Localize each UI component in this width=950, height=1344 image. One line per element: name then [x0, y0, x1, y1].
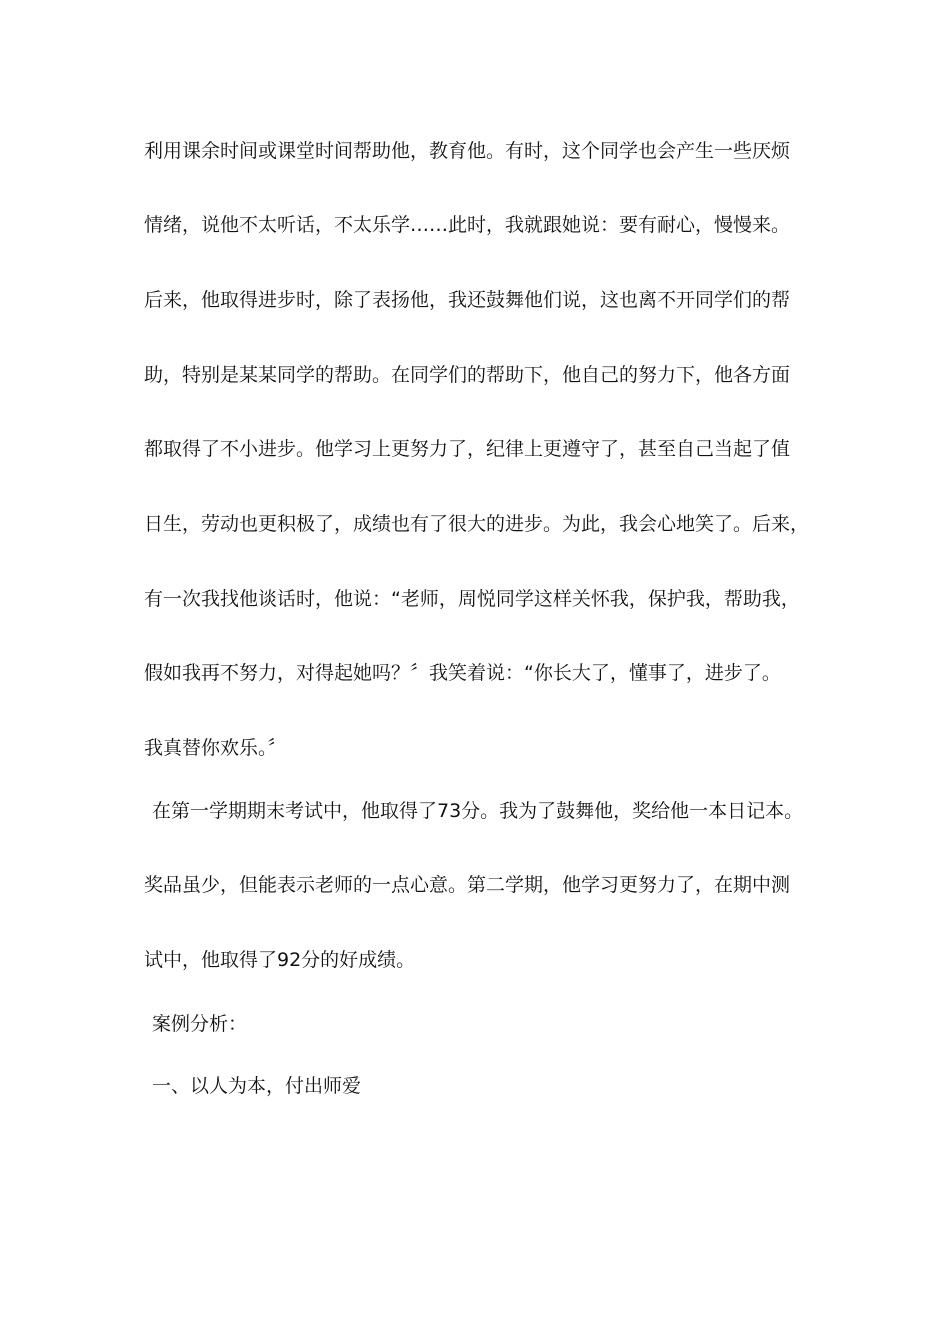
paragraph-line: 后来，他取得进步时，除了表扬他，我还鼓舞他们说，这也离不开同学们的帮: [144, 289, 791, 311]
paragraph-line: 有一次我找他谈话时，他说：“老师，周悦同学这样关怀我，保护我，帮助我，: [144, 588, 800, 610]
paragraph-line: 日生，劳动也更积极了，成绩也有了很大的进步。为此，我会心地笑了。后来，: [144, 513, 810, 535]
subsection-heading: 一、以人为本，付出师爱: [152, 1075, 362, 1097]
paragraph-line: 在第一学期期末考试中，他取得了73分。我为了鼓舞他，奖给他一本日记本。: [152, 800, 804, 822]
paragraph-line: 助，特别是某某同学的帮助。在同学们的帮助下，他自己的努力下，他各方面: [144, 364, 791, 386]
paragraph-line: 奖品虽少，但能表示老师的一点心意。第二学期，他学习更努力了，在期中测: [144, 874, 791, 896]
paragraph-line: 情绪，说他不太听话，不太乐学……此时，我就跟她说：要有耐心，慢慢来。: [144, 214, 791, 236]
paragraph-line: 试中，他取得了92分的好成绩。: [144, 949, 416, 971]
paragraph-line: 都取得了不小进步。他学习上更努力了，纪律上更遵守了，甚至自己当起了值: [144, 438, 791, 460]
section-heading: 案例分析：: [152, 1013, 248, 1035]
paragraph-line: 我真替你欢乐。〞: [144, 737, 287, 759]
paragraph-line: 假如我再不努力，对得起她吗？〞我笑着说：“你长大了，懂事了，进步了。: [144, 662, 781, 684]
paragraph-line: 利用课余时间或课堂时间帮助他，教育他。有时，这个同学也会产生一些厌烦: [144, 140, 791, 162]
